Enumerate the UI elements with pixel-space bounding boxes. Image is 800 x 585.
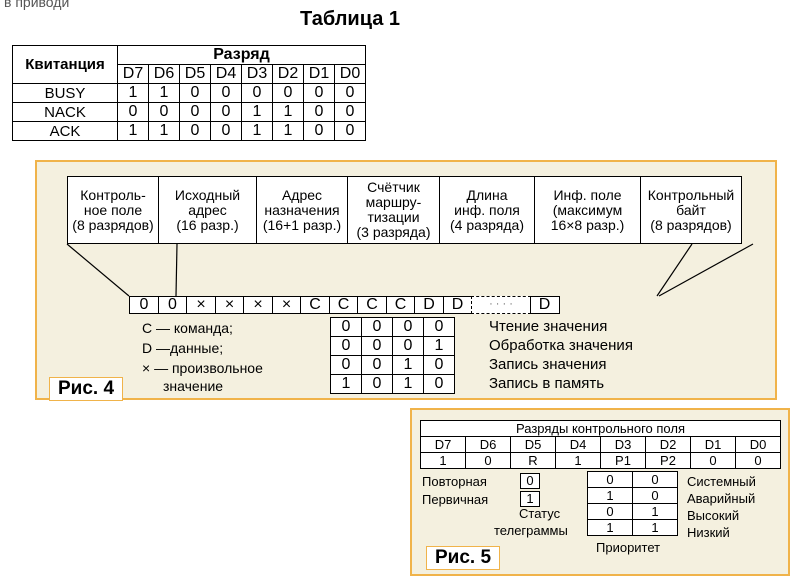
command-bit: 0	[424, 375, 455, 394]
figure-5	[410, 408, 790, 576]
table1-row-label: BUSY	[13, 84, 118, 103]
priority-row	[588, 520, 678, 536]
command-bit: 1	[393, 375, 424, 394]
frame-bit: D	[530, 296, 560, 314]
table1-row	[13, 122, 366, 141]
table1-row-header: Квитанция	[13, 46, 118, 84]
priority-row	[588, 472, 678, 488]
command-bit: 0	[362, 337, 393, 356]
priority-bit: 0	[633, 488, 678, 504]
command-bit: 1	[424, 337, 455, 356]
control-bit-value: P2	[646, 453, 691, 469]
table1-cell: 1	[118, 84, 149, 103]
table1-group-header: Разряд	[118, 46, 366, 65]
priority-bit: 0	[588, 504, 633, 520]
control-bit-header: D7	[421, 437, 466, 453]
control-field-table	[420, 420, 781, 469]
table1-bit-header: D2	[273, 65, 304, 84]
table1-cell: 1	[273, 103, 304, 122]
priority-bit: 0	[588, 472, 633, 488]
status-caption: Статус	[519, 506, 561, 521]
frame-bit: 0	[129, 296, 159, 314]
table1-bit-header: D4	[211, 65, 242, 84]
table1-cell: 0	[211, 84, 242, 103]
control-bit-header: D5	[511, 437, 556, 453]
control-bit-header: D4	[556, 437, 601, 453]
frame-bit: ×	[215, 296, 245, 314]
table1-row	[13, 103, 366, 122]
priority-bit: 1	[633, 504, 678, 520]
priority-label: Аварийный	[687, 491, 756, 506]
frame-field: Контрольный байт (8 разрядов)	[640, 176, 742, 244]
table1-bit-header: D0	[335, 65, 366, 84]
legend-line: × — произвольное	[142, 360, 263, 376]
frame-bit: ×	[243, 296, 273, 314]
command-bit: 0	[331, 318, 362, 337]
frame-field: Адрес назначения (16+1 разр.)	[256, 176, 348, 244]
legend-line: D —данные;	[142, 340, 224, 356]
command-description: Запись в память	[489, 375, 605, 392]
table1-cell: 1	[118, 122, 149, 141]
table1-cell: 0	[180, 103, 211, 122]
command-description: Запись значения	[489, 356, 607, 373]
frame-bit: C	[357, 296, 387, 314]
table1-cell: 0	[211, 103, 242, 122]
table1-cell: 1	[149, 84, 180, 103]
control-bit-header: D0	[736, 437, 781, 453]
table1-cell: 0	[304, 103, 335, 122]
table1-cell: 0	[242, 84, 273, 103]
command-bit: 0	[424, 356, 455, 375]
table1-bit-header: D7	[118, 65, 149, 84]
command-bit: 1	[331, 375, 362, 394]
expansion-lines	[37, 162, 779, 402]
table1-cell: 0	[180, 84, 211, 103]
table1-cell: 0	[304, 84, 335, 103]
priority-row	[588, 488, 678, 504]
control-field-title: Разряды контрольного поля	[421, 421, 781, 437]
command-bit: 0	[362, 318, 393, 337]
command-description: Обработка значения	[489, 337, 633, 354]
command-bit: 0	[393, 318, 424, 337]
frame-bit: D	[443, 296, 473, 314]
frame-bit: C	[300, 296, 330, 314]
command-description: Чтение значения	[489, 318, 608, 335]
frame-field: Длина инф. поля (4 разряда)	[439, 176, 535, 244]
control-bit-header: D3	[601, 437, 646, 453]
command-bit: 0	[362, 356, 393, 375]
table1-cell: 0	[180, 122, 211, 141]
table1-cell: 1	[242, 103, 273, 122]
table1-row-label: NACK	[13, 103, 118, 122]
legend-line: C — команда;	[142, 320, 233, 336]
frame-bit: ×	[272, 296, 302, 314]
status-label: Повторная	[422, 474, 487, 489]
priority-row	[588, 504, 678, 520]
frame-bit: · · · ·	[471, 296, 531, 314]
table1-cell: 1	[273, 122, 304, 141]
frame-field: Исходный адрес (16 разр.)	[158, 176, 258, 244]
frame-bit: 0	[158, 296, 188, 314]
control-bit-header: D2	[646, 437, 691, 453]
table1-bit-header: D3	[242, 65, 273, 84]
page-fragment-text: в приводи	[4, 0, 70, 10]
control-bit-value: P1	[601, 453, 646, 469]
control-bit-header: D6	[466, 437, 511, 453]
command-bit: 0	[362, 375, 393, 394]
control-bit-value: 0	[691, 453, 736, 469]
figure-5-label: Рис. 5	[426, 546, 500, 570]
table1	[12, 45, 366, 141]
frame-bit: C	[386, 296, 416, 314]
control-bit-value: R	[511, 453, 556, 469]
figure-4-label: Рис. 4	[49, 377, 123, 401]
status-caption: телеграммы	[494, 523, 568, 538]
table1-cell: 0	[149, 103, 180, 122]
control-bit-header: D1	[691, 437, 736, 453]
control-bit-value: 1	[556, 453, 601, 469]
table1-cell: 0	[304, 122, 335, 141]
priority-bit: 0	[633, 472, 678, 488]
command-bit: 0	[393, 337, 424, 356]
status-value: 1	[520, 491, 540, 507]
priority-bit: 1	[588, 488, 633, 504]
table1-cell: 0	[335, 122, 366, 141]
frame-bit: ×	[186, 296, 216, 314]
table1-cell: 1	[149, 122, 180, 141]
priority-caption: Приоритет	[596, 540, 661, 555]
table1-title: Таблица 1	[300, 8, 401, 30]
legend-line: значение	[163, 378, 224, 394]
table1-cell: 0	[335, 84, 366, 103]
command-bit: 0	[331, 356, 362, 375]
figure-4	[35, 160, 777, 400]
table1-cell: 0	[211, 122, 242, 141]
status-value: 0	[520, 473, 540, 489]
table1-cell: 0	[335, 103, 366, 122]
priority-label: Системный	[687, 474, 756, 489]
table1-cell: 0	[118, 103, 149, 122]
command-bit: 1	[393, 356, 424, 375]
frame-field: Счётчик маршру- тизации (3 разряда)	[347, 176, 441, 244]
frame-bit: C	[329, 296, 359, 314]
command-bit: 0	[331, 337, 362, 356]
table1-cell: 1	[242, 122, 273, 141]
table1-bit-header: D6	[149, 65, 180, 84]
frame-field: Инф. поле (максимум 16×8 разр.)	[534, 176, 642, 244]
priority-bit: 1	[633, 520, 678, 536]
control-bit-value: 0	[466, 453, 511, 469]
table1-cell: 0	[273, 84, 304, 103]
status-label: Первичная	[422, 492, 489, 507]
priority-bit: 1	[588, 520, 633, 536]
frame-field: Контроль- ное поле (8 разрядов)	[67, 176, 159, 244]
command-bit: 0	[424, 318, 455, 337]
table1-row	[13, 84, 366, 103]
frame-bit: D	[414, 296, 444, 314]
table1-bit-header: D1	[304, 65, 335, 84]
table1-row-label: ACK	[13, 122, 118, 141]
priority-label: Низкий	[687, 525, 730, 540]
priority-label: Высокий	[687, 508, 740, 523]
table1-bit-header: D5	[180, 65, 211, 84]
control-bit-value: 0	[736, 453, 781, 469]
control-bit-value: 1	[421, 453, 466, 469]
priority-table	[587, 471, 678, 536]
